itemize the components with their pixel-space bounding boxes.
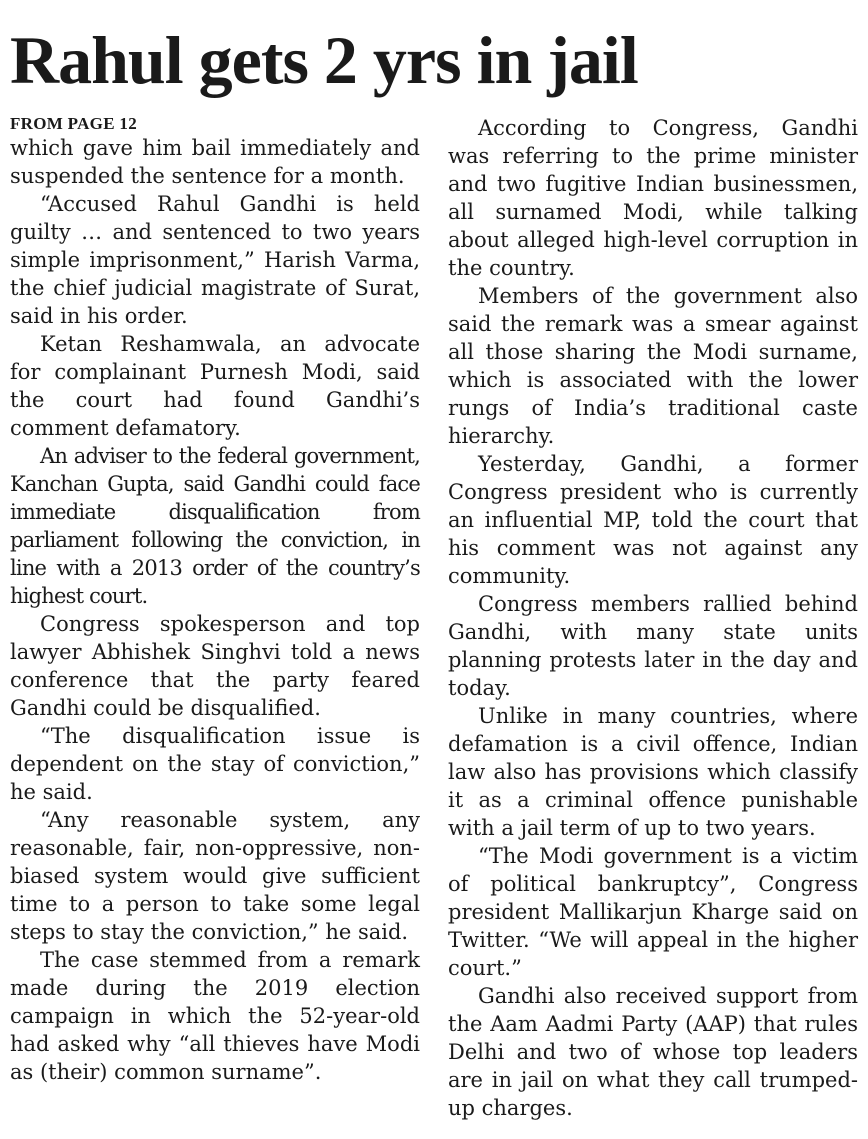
paragraph: Ketan Reshamwala, an advocate for complainant Purnesh Modi, said the court had found Gandhi’s comment defamatory. <box>10 332 420 440</box>
paragraph: Members of the government also said the remark was a smear against all those sharing the Modi surname, which is associated with the lower rungs of India’s traditional caste hierarchy. <box>448 284 858 448</box>
paragraph: The case stemmed from a remark made during the 2019 election campaign in which the 52-year-old had asked why “all thieves have Modi as (their) common surname”. <box>10 948 420 1084</box>
paragraph: Yesterday, Gandhi, a former Congress president who is currently an influential MP, told the court that his comment was not against any community. <box>448 452 858 588</box>
paragraph: Gandhi also received support from the Aam Aadmi Party (AAP) that rules Delhi and two of whose top leaders are in jail on what they call trumped-up charges. <box>448 984 858 1120</box>
paragraph: “Accused Rahul Gandhi is held guilty … and sentenced to two years simple imprisonment,” Harish Varma, the chief judicial magistrate of Surat, said in his order. <box>10 192 420 328</box>
article-body <box>10 114 858 1122</box>
paragraph: According to Congress, Gandhi was referring to the prime minister and two fugitive Indian businessmen, all surnamed Modi, while talking about alleged high-level corruption in the country. <box>448 116 858 280</box>
paragraph: An adviser to the federal government, Kanchan Gupta, said Gandhi could face immediate disqualification from parliament following the conviction, in line with a 2013 order of the country’s highest court. <box>10 444 420 608</box>
paragraph: Congress members rallied behind Gandhi, with many state units planning protests later in the day and today. <box>448 592 858 700</box>
left-column <box>10 114 420 1122</box>
paragraph: Unlike in many countries, where defamation is a civil offence, Indian law also has provisions which classify it as a criminal offence punishable with a jail term of up to two years. <box>448 704 858 840</box>
continuation-kicker: FROM PAGE 12 <box>10 114 137 133</box>
headline: Rahul gets 2 yrs in jail <box>10 22 638 98</box>
paragraph: “The disqualification issue is dependent on the stay of conviction,” he said. <box>10 724 420 804</box>
paragraph: Congress spokesperson and top lawyer Abhishek Singhvi told a news conference that the party feared Gandhi could be disqualified. <box>10 612 420 720</box>
paragraph: “Any reasonable system, any reasonable, fair, non-oppressive, non-biased system would give sufficient time to a person to take some legal steps to stay the conviction,” he said. <box>10 808 420 944</box>
paragraph: which gave him bail immediately and suspended the sentence for a month. <box>10 136 420 188</box>
right-column <box>448 114 858 1122</box>
paragraph: “The Modi government is a victim of political bankruptcy”, Congress president Mallikarjun Kharge said on Twitter. “We will appeal in the higher court.” <box>448 844 858 980</box>
